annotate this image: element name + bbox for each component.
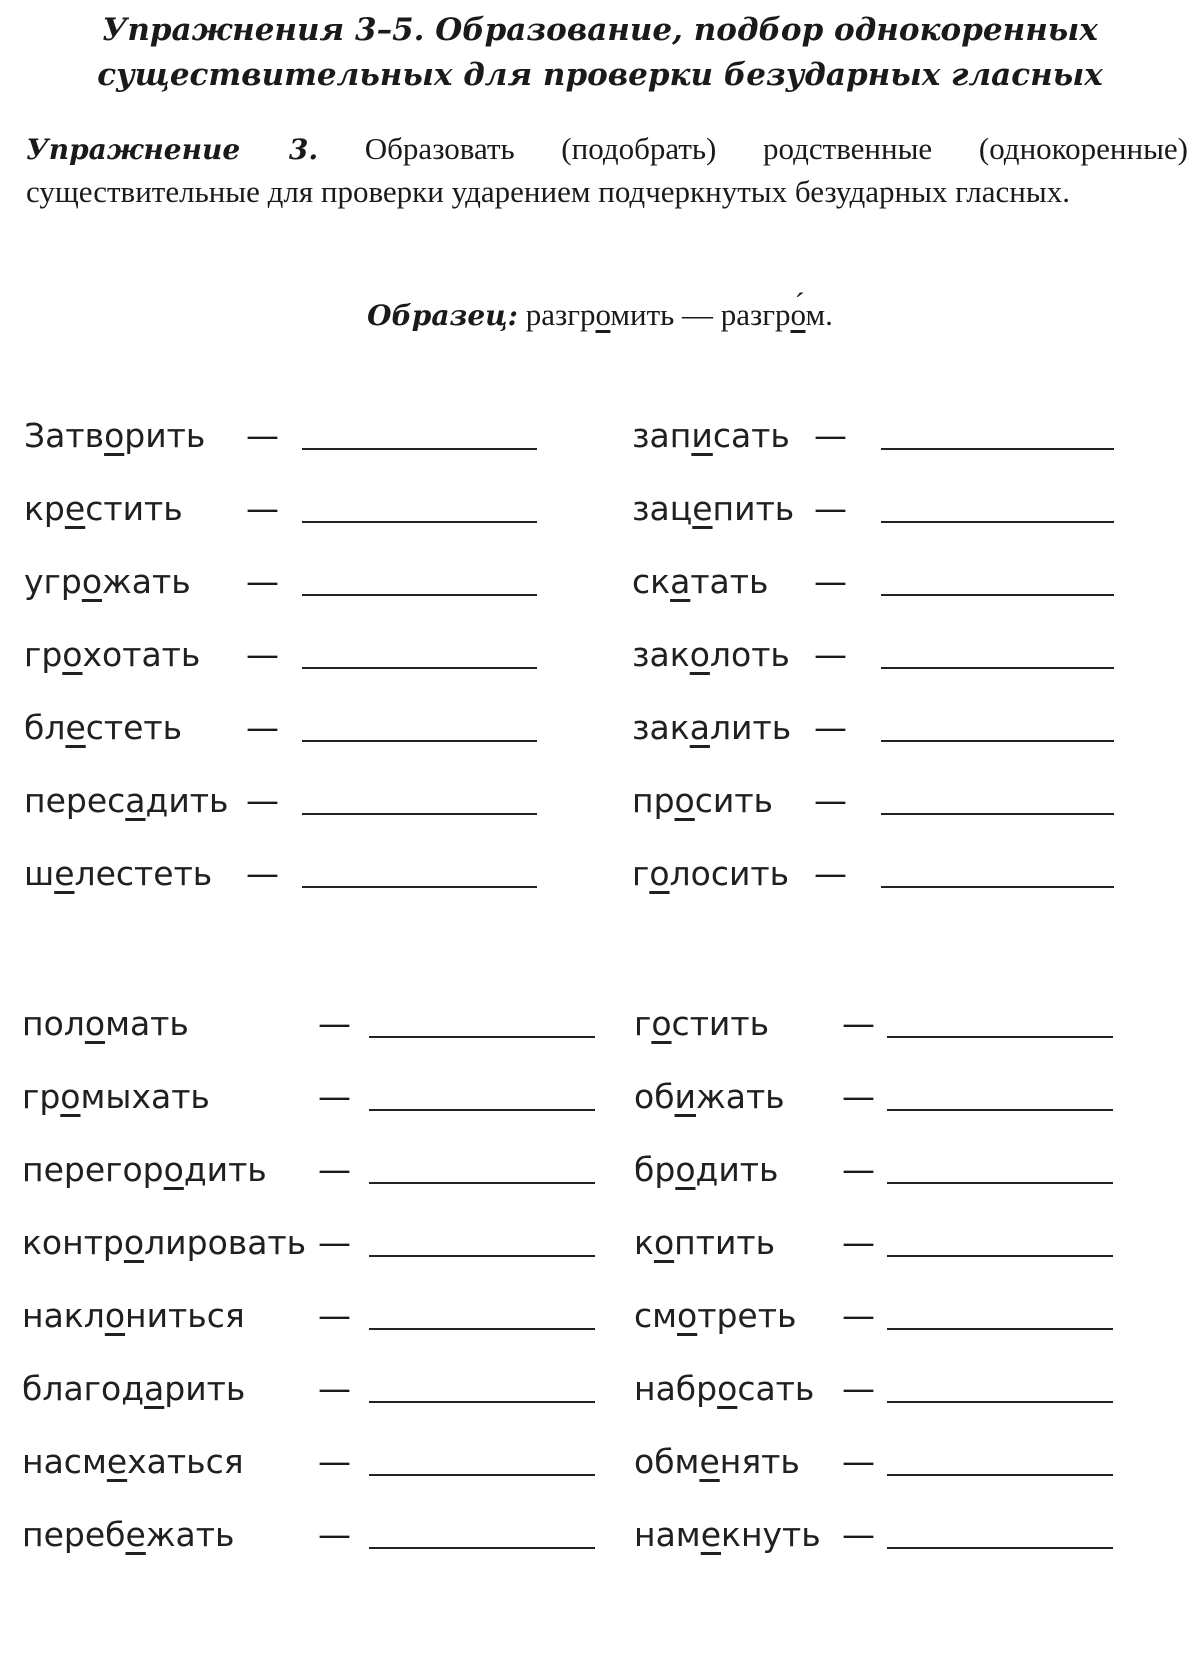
exercise-word: [22, 1515, 234, 1555]
answer-blank[interactable]: [302, 448, 537, 450]
underlined-vowel: е: [700, 1515, 722, 1554]
word-part: г: [632, 854, 650, 893]
dash-separator: —: [842, 1296, 875, 1335]
word-part: бр: [634, 1150, 676, 1189]
sample-line: [0, 294, 1200, 337]
underlined-vowel: о: [123, 1223, 145, 1262]
exercise-row: [22, 1501, 605, 1561]
exercise-word: [22, 1150, 267, 1190]
word-part: кнуть: [721, 1515, 821, 1554]
underlined-vowel: о: [653, 1223, 675, 1262]
word-part: гр: [24, 635, 63, 674]
answer-blank[interactable]: [887, 1255, 1113, 1257]
answer-blank[interactable]: [369, 1182, 595, 1184]
exercise-word: [22, 1004, 189, 1044]
answer-blank[interactable]: [887, 1474, 1113, 1476]
exercise-word: [22, 1077, 210, 1117]
task-text: Образовать (подобрать) родственные (однокоренные) существительные для проверки ударением подчеркнутых безударных гласных.: [26, 131, 1188, 209]
dash-separator: —: [318, 1369, 351, 1408]
task-label: Упражнение 3.: [26, 133, 319, 166]
word-part: сать: [712, 416, 790, 455]
answer-blank[interactable]: [881, 740, 1114, 742]
underlined-vowel: и: [674, 1077, 696, 1116]
dash-separator: —: [246, 854, 279, 893]
exercise-word: [634, 1004, 769, 1044]
underlined-vowel: е: [692, 489, 713, 528]
exercise-row: [632, 475, 1124, 535]
exercise-word: [22, 1296, 245, 1336]
word-part: жать: [102, 562, 191, 601]
dash-separator: —: [246, 416, 279, 455]
exercise-row: [24, 475, 547, 535]
underlined-vowel: о: [60, 1077, 81, 1116]
dash-separator: —: [842, 1442, 875, 1481]
word-part: перегор: [22, 1150, 164, 1189]
word-part: пить: [712, 489, 795, 528]
dash-separator: —: [842, 1150, 875, 1189]
underlined-vowel: е: [125, 1515, 146, 1554]
exercise-word: [634, 1442, 800, 1482]
exercise-word: [24, 854, 212, 894]
word-part: кр: [24, 489, 65, 528]
word-part: лировать: [144, 1223, 307, 1262]
underlined-vowel: о: [62, 635, 83, 674]
underlined-vowel: о: [677, 1296, 698, 1335]
answer-blank[interactable]: [369, 1547, 595, 1549]
exercise-row: [632, 402, 1124, 462]
answer-blank[interactable]: [302, 813, 537, 815]
word-part: насм: [22, 1442, 107, 1481]
answer-blank[interactable]: [881, 448, 1114, 450]
underlined-vowel: о: [651, 1004, 672, 1043]
dash-separator: —: [318, 1296, 351, 1335]
underlined-vowel: е: [699, 1442, 720, 1481]
exercise-word: [632, 708, 791, 748]
exercise-row: [22, 1282, 605, 1342]
group1-left-column: [24, 402, 564, 893]
word-part: лоть: [709, 635, 790, 674]
underlined-vowel: о: [675, 1150, 696, 1189]
sample-word-pre: разгр: [518, 297, 596, 332]
exercise-word: [22, 1369, 245, 1409]
dash-separator: —: [318, 1442, 351, 1481]
answer-blank[interactable]: [369, 1255, 595, 1257]
exercise-row: [634, 1063, 1123, 1123]
answer-blank[interactable]: [881, 521, 1114, 523]
dash-separator: —: [842, 1223, 875, 1262]
group2-left-column: [22, 990, 622, 1580]
exercise-row: [24, 840, 547, 900]
underlined-vowel: е: [64, 489, 86, 528]
exercise-row: [22, 1355, 605, 1415]
word-part: хаться: [127, 1442, 244, 1481]
heading-line-1: Упражнения 3–5. Образование, подбор однокоренных: [102, 12, 1098, 48]
exercise-word: [632, 781, 773, 821]
underlined-vowel: о: [717, 1369, 738, 1408]
dash-separator: —: [246, 562, 279, 601]
answer-blank[interactable]: [369, 1401, 595, 1403]
exercise-word: [632, 416, 790, 456]
answer-blank[interactable]: [302, 521, 537, 523]
exercise-row: [634, 1355, 1123, 1415]
underlined-vowel: а: [670, 562, 691, 601]
dash-separator: —: [246, 635, 279, 674]
sample-word-vowel: о: [595, 297, 611, 332]
exercise-word: [24, 416, 205, 456]
answer-blank[interactable]: [881, 886, 1114, 888]
word-part: благод: [22, 1369, 145, 1408]
exercise-row: [634, 1209, 1123, 1269]
word-part: стить: [671, 1004, 770, 1043]
exercise-word: [24, 489, 183, 529]
word-part: к: [634, 1223, 654, 1262]
word-part: мыхать: [80, 1077, 210, 1116]
word-part: об: [634, 1077, 675, 1116]
exercise-word: [632, 635, 790, 675]
underlined-vowel: о: [649, 854, 670, 893]
answer-blank[interactable]: [887, 1036, 1113, 1038]
underlined-vowel: о: [81, 562, 103, 601]
exercise-row: [24, 767, 547, 827]
answer-blank[interactable]: [369, 1328, 595, 1330]
answer-blank[interactable]: [369, 1474, 595, 1476]
exercise-row: [24, 694, 547, 754]
word-part: дить: [145, 781, 229, 820]
word-part: лестеть: [74, 854, 213, 893]
underlined-vowel: е: [54, 854, 75, 893]
word-part: хотать: [82, 635, 201, 674]
exercise-row: [634, 990, 1123, 1050]
sample-word-post: мить — разгр: [610, 297, 791, 332]
dash-separator: —: [814, 781, 847, 820]
word-part: бл: [24, 708, 66, 747]
answer-blank[interactable]: [881, 594, 1114, 596]
word-part: обм: [634, 1442, 700, 1481]
answer-blank[interactable]: [887, 1401, 1113, 1403]
word-part: стеть: [85, 708, 183, 747]
task-description: [26, 128, 1188, 213]
word-part: лосить: [669, 854, 790, 893]
exercise-row: [632, 840, 1124, 900]
dash-separator: —: [842, 1077, 875, 1116]
exercise-row: [632, 548, 1124, 608]
answer-blank[interactable]: [887, 1328, 1113, 1330]
exercise-row: [22, 1136, 605, 1196]
exercise-word: [22, 1442, 244, 1482]
exercise-row: [22, 1063, 605, 1123]
exercise-word: [634, 1369, 814, 1409]
underlined-vowel: о: [104, 416, 125, 455]
exercise-row: [24, 402, 547, 462]
sample-answer-post: м.: [805, 297, 833, 332]
word-part: гр: [22, 1077, 61, 1116]
word-part: ск: [632, 562, 671, 601]
exercise-row: [632, 694, 1124, 754]
exercise-word: [632, 562, 768, 602]
dash-separator: —: [842, 1515, 875, 1554]
exercise-word: [634, 1515, 821, 1555]
answer-blank[interactable]: [302, 594, 537, 596]
exercise-row: [22, 1209, 605, 1269]
word-part: угр: [24, 562, 82, 601]
dash-separator: —: [842, 1369, 875, 1408]
dash-separator: —: [318, 1004, 351, 1043]
dash-separator: —: [246, 708, 279, 747]
dash-separator: —: [842, 1004, 875, 1043]
underlined-vowel: и: [691, 416, 713, 455]
word-part: пр: [632, 781, 675, 820]
exercise-word: [632, 854, 789, 894]
word-part: нять: [719, 1442, 800, 1481]
exercise-word: [24, 708, 182, 748]
word-part: жать: [145, 1515, 235, 1554]
dash-separator: —: [318, 1223, 351, 1262]
underlined-vowel: а: [125, 781, 146, 820]
dash-separator: —: [814, 562, 847, 601]
exercise-word: [634, 1150, 778, 1190]
word-part: ниться: [125, 1296, 245, 1335]
exercise-row: [634, 1501, 1123, 1561]
word-part: треть: [697, 1296, 797, 1335]
word-part: дить: [695, 1150, 779, 1189]
word-part: тать: [690, 562, 769, 601]
word-part: ш: [24, 854, 55, 893]
word-part: набр: [634, 1369, 718, 1408]
answer-blank[interactable]: [881, 667, 1114, 669]
underlined-vowel: о: [689, 635, 710, 674]
answer-blank[interactable]: [887, 1182, 1113, 1184]
heading-line-2: существительных для проверки безударных гласных: [97, 57, 1103, 93]
exercise-word: [24, 781, 228, 821]
underlined-vowel: е: [106, 1442, 128, 1481]
word-part: накл: [22, 1296, 105, 1335]
word-part: г: [634, 1004, 652, 1043]
word-part: переб: [22, 1515, 126, 1554]
word-part: перес: [24, 781, 126, 820]
dash-separator: —: [814, 854, 847, 893]
sample-answer-vowel: ´ о: [791, 297, 806, 332]
exercise-word: [634, 1223, 775, 1263]
exercise-word: [634, 1077, 785, 1117]
answer-blank[interactable]: [369, 1109, 595, 1111]
word-part: стить: [85, 489, 183, 528]
exercise-word: [632, 489, 794, 529]
underlined-vowel: о: [104, 1296, 126, 1335]
underlined-vowel: о: [674, 781, 695, 820]
underlined-vowel: о: [84, 1004, 106, 1043]
dash-separator: —: [318, 1515, 351, 1554]
dash-separator: —: [814, 708, 847, 747]
word-part: сить: [694, 781, 773, 820]
word-part: дить: [183, 1150, 267, 1189]
exercise-word: [22, 1223, 306, 1263]
exercises-heading: [0, 8, 1200, 98]
exercise-row: [24, 621, 547, 681]
underlined-vowel: о: [163, 1150, 184, 1189]
exercise-word: [634, 1296, 796, 1336]
exercise-row: [22, 990, 605, 1050]
dash-separator: —: [814, 489, 847, 528]
exercise-word: [24, 562, 191, 602]
word-part: птить: [674, 1223, 776, 1262]
underlined-vowel: е: [65, 708, 86, 747]
word-part: зап: [632, 416, 692, 455]
answer-blank[interactable]: [302, 886, 537, 888]
answer-blank[interactable]: [302, 667, 537, 669]
dash-separator: —: [246, 781, 279, 820]
word-part: пол: [22, 1004, 85, 1043]
exercise-row: [632, 767, 1124, 827]
underlined-vowel: а: [689, 708, 710, 747]
word-part: мать: [105, 1004, 189, 1043]
sample-label: Образец:: [367, 299, 518, 332]
dash-separator: —: [814, 635, 847, 674]
group1-right-column: [632, 402, 1152, 893]
dash-separator: —: [318, 1150, 351, 1189]
word-part: зак: [632, 708, 690, 747]
exercise-row: [634, 1136, 1123, 1196]
word-part: нам: [634, 1515, 701, 1554]
word-part: см: [634, 1296, 678, 1335]
underlined-vowel: а: [144, 1369, 165, 1408]
word-part: контр: [22, 1223, 124, 1262]
word-part: сать: [737, 1369, 815, 1408]
word-part: лить: [709, 708, 792, 747]
word-part: Затв: [24, 416, 105, 455]
exercise-row: [634, 1428, 1123, 1488]
answer-blank[interactable]: [369, 1036, 595, 1038]
answer-blank[interactable]: [887, 1109, 1113, 1111]
dash-separator: —: [814, 416, 847, 455]
word-part: зац: [632, 489, 693, 528]
answer-blank[interactable]: [302, 740, 537, 742]
word-part: зак: [632, 635, 690, 674]
group2-right-column: [634, 990, 1154, 1580]
dash-separator: —: [246, 489, 279, 528]
word-part: жать: [696, 1077, 785, 1116]
word-part: рить: [124, 416, 206, 455]
exercise-word: [24, 635, 200, 675]
answer-blank[interactable]: [887, 1547, 1113, 1549]
answer-blank[interactable]: [881, 813, 1114, 815]
exercise-row: [24, 548, 547, 608]
dash-separator: —: [318, 1077, 351, 1116]
word-part: рить: [164, 1369, 246, 1408]
exercise-row: [632, 621, 1124, 681]
exercise-row: [22, 1428, 605, 1488]
exercise-row: [634, 1282, 1123, 1342]
